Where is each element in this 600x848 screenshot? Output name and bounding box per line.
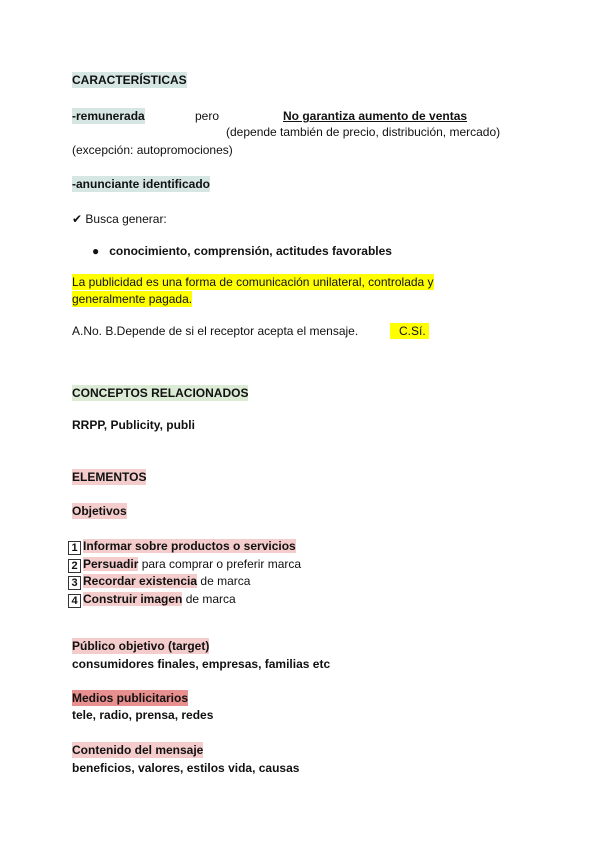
remunerada-label: -remunerada	[72, 109, 145, 123]
depende-text: (depende también de precio, distribución, mercado)	[226, 125, 501, 139]
heading-caracteristicas: CARACTERÍSTICAS	[72, 73, 187, 87]
objetivo-bold: Informar sobre productos o servicios	[83, 539, 296, 553]
conceptos-items: RRPP, Publicity, publi	[72, 418, 195, 432]
medios-title: Medios publicitarios	[72, 691, 189, 705]
medios-text: tele, radio, prensa, redes	[72, 708, 214, 722]
pero-text: pero	[195, 109, 220, 123]
objetivos-title: Objetivos	[72, 504, 127, 518]
respuesta-text: C.Sí.	[390, 323, 429, 339]
no-garantiza-text: No garantiza aumento de ventas	[283, 109, 468, 123]
objetivo-rest: de marca	[185, 592, 236, 606]
excepcion-text: (excepción: autopromociones)	[72, 143, 233, 157]
objetivo-rest: de marca	[200, 574, 251, 588]
publico-text: consumidores finales, empresas, familias etc	[72, 657, 331, 671]
objetivo-number: 3	[68, 576, 81, 590]
objetivo-number: 4	[68, 594, 81, 608]
pregunta-text: A.No. B.Depende de si el receptor acepta el mensaje.	[72, 324, 359, 338]
bullet-item	[92, 243, 392, 259]
contenido-title: Contenido del mensaje	[72, 743, 204, 757]
definicion-line-1: La publicidad es una forma de comunicación unilateral, controlada y	[72, 275, 434, 289]
contenido-text: beneficios, valores, estilos vida, causas	[72, 761, 300, 775]
objetivo-number: 2	[68, 559, 81, 573]
objetivo-item	[68, 573, 250, 590]
heading-conceptos: CONCEPTOS RELACIONADOS	[72, 386, 249, 400]
definicion-line-2: generalmente pagada.	[72, 292, 193, 306]
objetivo-item	[68, 556, 301, 573]
heading-elementos: ELEMENTOS	[72, 470, 147, 484]
objetivo-rest: para comprar o preferir marca	[141, 557, 302, 571]
publico-title: Público objetivo (target)	[72, 639, 210, 653]
busca-generar-text: ✔ Busca generar:	[72, 212, 167, 226]
objetivo-bold: Recordar existencia	[83, 574, 198, 588]
bullet-icon: ●	[92, 244, 100, 258]
anunciante-label: -anunciante identificado	[72, 177, 211, 191]
objetivo-bold: Construir imagen	[83, 592, 183, 606]
objetivo-number: 1	[68, 541, 81, 555]
objetivo-bold: Persuadir	[83, 557, 139, 571]
objetivo-item	[68, 591, 236, 608]
bullet-text: conocimiento, comprensión, actitudes favorables	[109, 244, 392, 258]
objetivo-item	[68, 538, 296, 555]
